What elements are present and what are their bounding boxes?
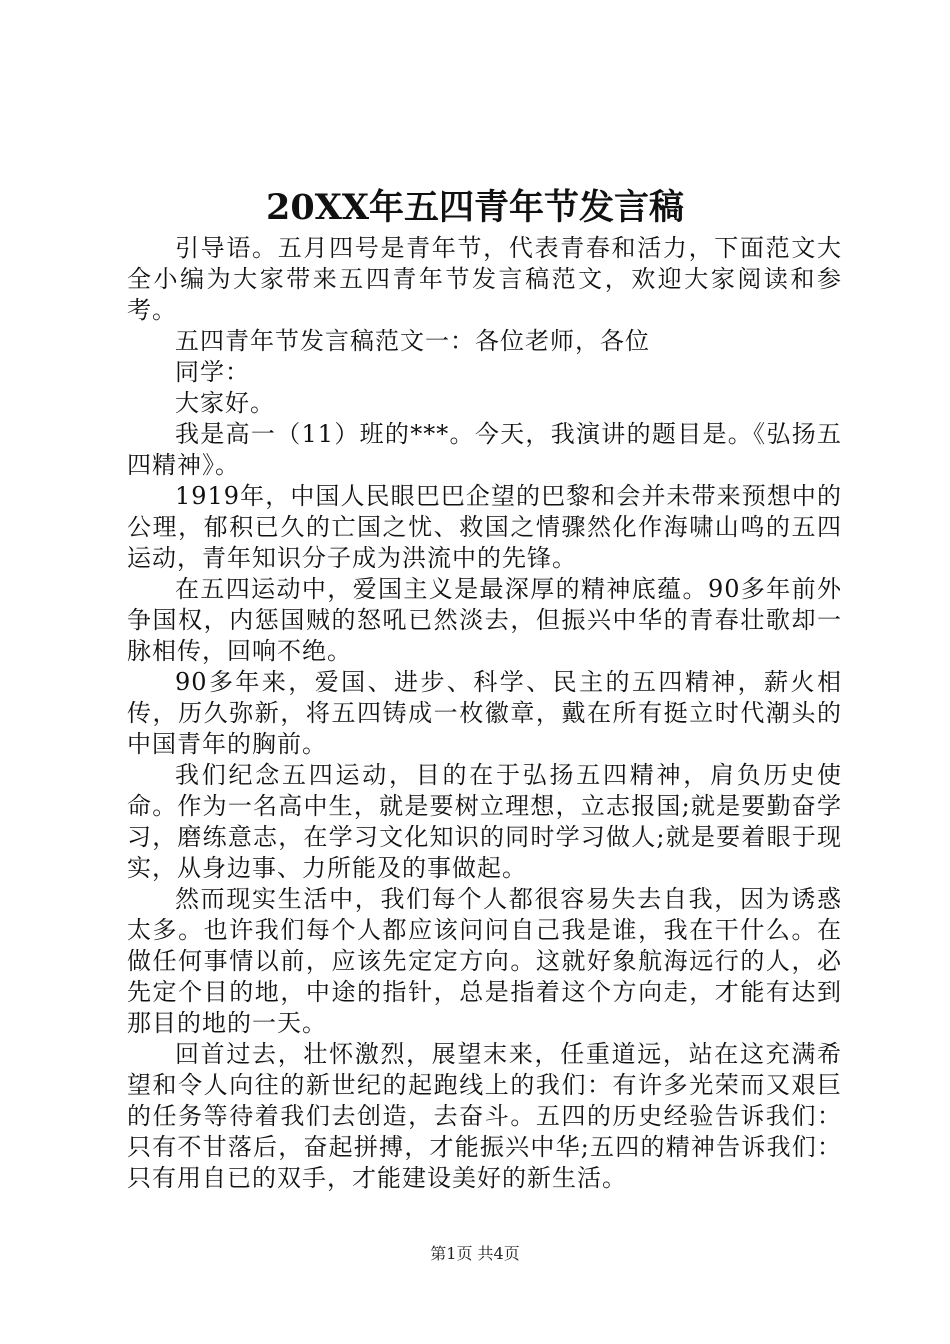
paragraph-reality: 然而现实生活中，我们每个人都很容易失去自我，因为诱惑太多。也许我们每个人都应该问问自己我是谁，我在干什么。在做任何事情以前，应该先定定方向。这就好象航海远行的人，必先定个目的地，中途的指针，总是指着这个方向走，才能有达到那目的地的一天。 bbox=[127, 885, 842, 1037]
document-body bbox=[127, 233, 842, 1194]
paragraph-90-years: 90多年来，爱国、进步、科学、民主的五四精神，薪火相传，历久弥新，将五四铸成一枚徽章，戴在所有挺立时代潮头的中国青年的胸前。 bbox=[127, 668, 842, 758]
paragraph-self-intro: 我是高一（11）班的***。今天，我演讲的题目是。《弘扬五四精神》。 bbox=[127, 420, 842, 479]
paragraph-intro: 引导语。五月四号是青年节，代表青春和活力，下面范文大全小编为大家带来五四青年节发言稿范文，欢迎大家阅读和参考。 bbox=[127, 234, 842, 324]
document-title: 20XX年五四青年节发言稿 bbox=[265, 187, 685, 228]
paragraph-1919: 1919年，中国人民眼巴巴企望的巴黎和会并未带来预想中的公理，郁积已久的亡国之忧、救国之情骤然化作海啸山鸣的五四运动，青年知识分子成为洪流中的先锋。 bbox=[127, 482, 842, 572]
paragraph-sample-heading: 五四青年节发言稿范文一：各位老师，各位 bbox=[175, 327, 650, 355]
paragraph-looking-back: 回首过去，壮怀激烈，展望末来，任重道远，站在这充满希望和令人向往的新世纪的起跑线上的我们：有许多光荣而又艰巨的任务等待着我们去创造，去奋斗。五四的历史经验告诉我们：只有不甘落后，奋起拼搏，才能振兴中华;五四的精神告诉我们：只有用自已的双手，才能建设美好的新生活。 bbox=[127, 1040, 842, 1192]
paragraph-salutation: 同学： bbox=[175, 358, 250, 386]
paragraph-greeting: 大家好。 bbox=[175, 389, 275, 417]
paragraph-commemorate: 我们纪念五四运动，目的在于弘扬五四精神，肩负历史使命。作为一名高中生，就是要树立理想，立志报国;就是要勤奋学习，磨练意志，在学习文化知识的同时学习做人;就是要着眼于现实，从身边事、力所能及的事做起。 bbox=[127, 761, 842, 882]
page-number-footer: 第1页 共4页 bbox=[430, 1244, 520, 1263]
paragraph-patriotism: 在五四运动中，爱国主义是最深厚的精神底蕴。90多年前外争国权，内惩国贼的怒吼已然淡去，但振兴中华的青春壮歌却一脉相传，回响不绝。 bbox=[127, 575, 842, 665]
